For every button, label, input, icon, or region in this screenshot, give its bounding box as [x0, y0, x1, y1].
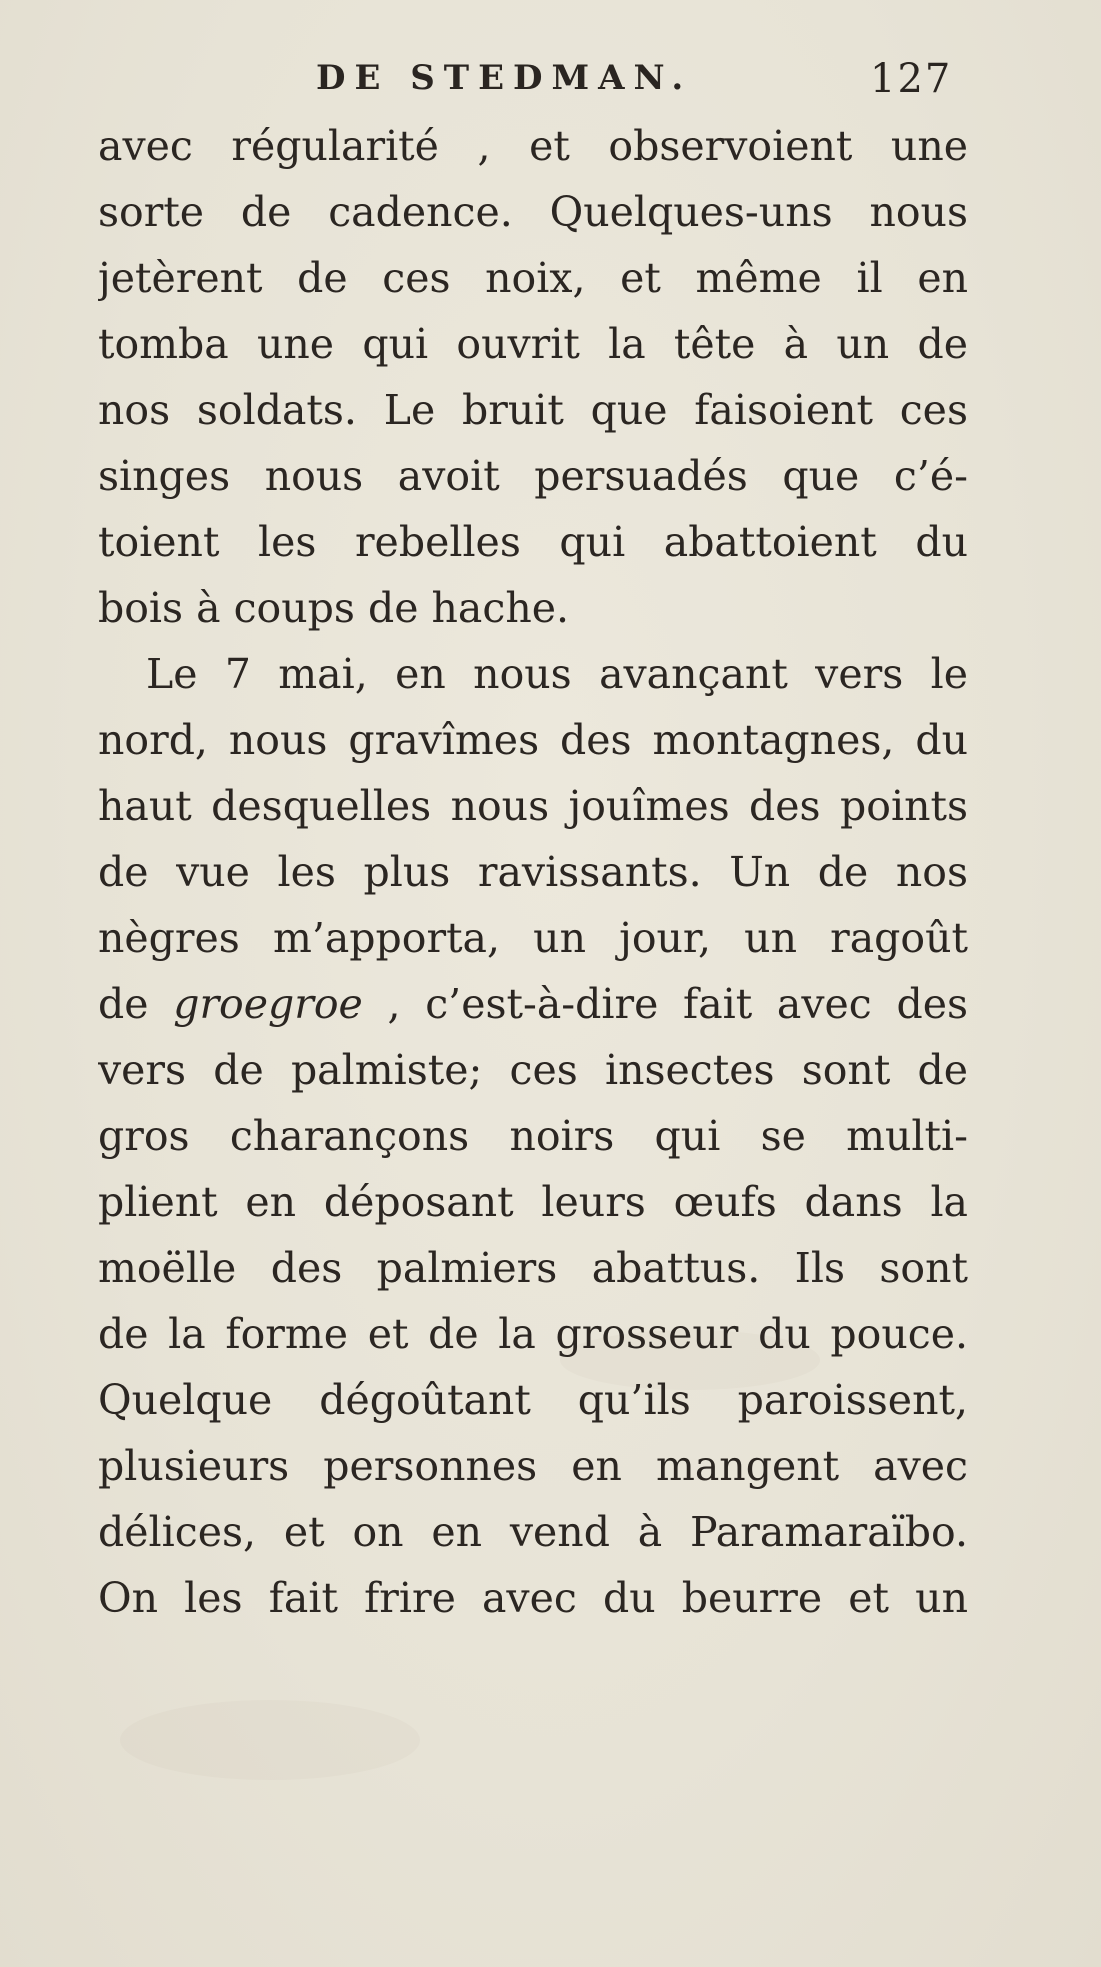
text-line: jetèrent de ces noix, et même il en [98, 254, 968, 302]
text-line: toient les rebelles qui abattoient du [98, 518, 968, 566]
text-line: moëlle des palmiers abattus. Ils sont [98, 1244, 968, 1292]
text-line: délices, et on en vend à Paramaraïbo. [98, 1508, 968, 1556]
body-text [98, 113, 968, 1631]
text-line: vers de palmiste; ces insectes sont de [98, 1046, 968, 1094]
text-segment: de [98, 980, 174, 1028]
text-line: gros charançons noirs qui se multi- [98, 1112, 968, 1160]
text-line: avec régularité , et observoient une [98, 122, 968, 170]
text-line: sorte de cadence. Quelques-uns nous [98, 188, 968, 236]
running-head: DE STEDMAN. [316, 58, 693, 98]
text-line: nos soldats. Le bruit que faisoient ces [98, 386, 968, 434]
text-line: nègres m’apporta, un jour, un ragoût [98, 914, 968, 962]
paper-smudge [120, 1700, 420, 1780]
text-line: de vue les plus ravissants. Un de nos [98, 848, 968, 896]
text-line: singes nous avoit persuadés que c’é- [98, 452, 968, 500]
text-line: Quelque dégoûtant qu’ils paroissent, [98, 1376, 968, 1424]
page-header [0, 52, 1101, 112]
text-line: On les fait frire avec du beurre et un [98, 1574, 968, 1622]
paragraph-first-line: Le 7 mai, en nous avançant vers le [146, 650, 968, 698]
text-line: nord, nous gravîmes des montagnes, du [98, 716, 968, 764]
text-line: plusieurs personnes en mangent avec [98, 1442, 968, 1490]
page-number: 127 [870, 56, 953, 102]
text-line-with-italic [98, 971, 968, 1037]
italic-term: groegroe [173, 980, 363, 1028]
text-line: plient en déposant leurs œufs dans la [98, 1178, 968, 1226]
text-line: bois à coups de hache. [98, 584, 570, 632]
text-line: tomba une qui ouvrit la tête à un de [98, 320, 968, 368]
text-line: de la forme et de la grosseur du pouce. [98, 1310, 968, 1358]
text-line: haut desquelles nous jouîmes des points [98, 782, 968, 830]
text-segment: , c’est-à-dire fait avec des [362, 980, 968, 1028]
